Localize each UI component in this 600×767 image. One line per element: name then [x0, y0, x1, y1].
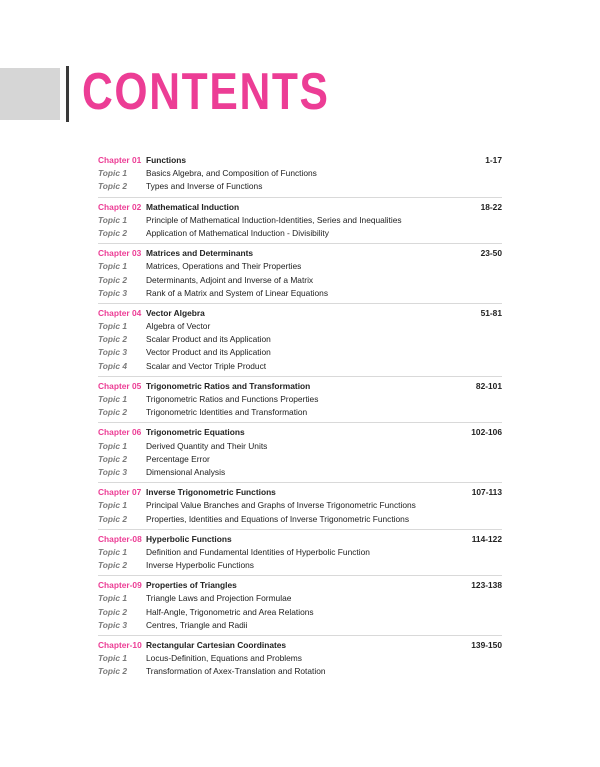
topic-row[interactable]	[98, 227, 502, 240]
topic-label: Topic 2	[98, 606, 128, 617]
topic-title: Percentage Error	[146, 453, 210, 464]
topic-row[interactable]	[98, 559, 502, 572]
topic-row[interactable]	[98, 513, 502, 526]
topic-row[interactable]	[98, 440, 502, 453]
chapter-pages: 18-22	[480, 201, 502, 212]
chapter-label: Chapter 06	[98, 427, 142, 438]
chapter-row[interactable]	[98, 154, 502, 167]
topic-title: Determinants, Adjoint and Inverse of a Matrix	[146, 274, 314, 285]
chapter-section	[98, 486, 502, 530]
topic-title: Half-Angle, Trigonometric and Area Relations	[146, 606, 314, 617]
table-of-contents	[98, 154, 502, 685]
topic-row[interactable]	[98, 406, 502, 419]
chapter-section	[98, 247, 502, 304]
chapter-section	[98, 307, 502, 377]
chapter-row[interactable]	[98, 486, 502, 499]
topic-title: Trigonometric Ratios and Functions Properties	[146, 394, 319, 404]
topic-label: Topic 2	[98, 513, 128, 524]
topic-title: Principle of Mathematical Induction-Identities, Series and Inequalities	[146, 214, 402, 225]
topic-title: Triangle Laws and Projection Formulae	[146, 593, 292, 604]
topic-row[interactable]	[98, 546, 502, 559]
topic-title: Matrices, Operations and Their Properties	[146, 261, 302, 272]
chapter-row[interactable]	[98, 380, 502, 393]
topic-row[interactable]	[98, 360, 502, 373]
topic-label: Topic 2	[98, 666, 128, 677]
chapter-pages: 102-106	[471, 427, 502, 438]
topic-title: Principal Value Branches and Graphs of Inverse Trigonometric Functions	[146, 500, 416, 511]
chapter-label: Chapter 05	[98, 380, 142, 391]
topic-title: Dimensional Analysis	[146, 466, 226, 477]
topic-label: Topic 1	[98, 440, 128, 451]
topic-label: Topic 1	[98, 653, 128, 664]
chapter-pages: 107-113	[471, 487, 502, 498]
chapter-row[interactable]	[98, 639, 502, 652]
topic-title: Inverse Hyperbolic Functions	[146, 560, 254, 571]
chapter-row[interactable]	[98, 579, 502, 592]
topic-row[interactable]	[98, 393, 502, 406]
topic-label: Topic 1	[98, 500, 128, 511]
topic-title: Rank of a Matrix and System of Linear Equations	[146, 287, 329, 298]
topic-title: Locus-Definition, Equations and Problems	[146, 653, 302, 664]
chapter-row[interactable]	[98, 307, 502, 320]
topic-title: Vector Product and its Application	[146, 347, 271, 358]
chapter-row[interactable]	[98, 201, 502, 214]
topic-title: Basics Algebra, and Composition of Functions	[146, 168, 317, 179]
chapter-title: Mathematical Induction	[146, 201, 240, 212]
chapter-row[interactable]	[98, 247, 502, 260]
title-divider-bar	[66, 66, 69, 122]
topic-title: Centres, Triangle and Radii	[146, 619, 248, 630]
chapter-title: Hyperbolic Functions	[146, 533, 232, 544]
topic-label: Topic 2	[98, 334, 128, 345]
topic-row[interactable]	[98, 180, 502, 193]
chapter-pages: 139-150	[471, 640, 502, 650]
topic-label: Topic 1	[98, 168, 128, 179]
chapter-section	[98, 639, 502, 682]
topic-label: Topic 2	[98, 560, 128, 571]
topic-row[interactable]	[98, 167, 502, 180]
chapter-pages: 1-17	[485, 155, 502, 165]
topic-row[interactable]	[98, 260, 502, 273]
chapter-title: Functions	[146, 155, 187, 165]
topic-label: Topic 3	[98, 466, 128, 477]
topic-row[interactable]	[98, 287, 502, 300]
chapter-pages: 82-101	[475, 380, 502, 391]
topic-title: Trigonometric Identities and Transformation	[146, 407, 308, 418]
topic-row[interactable]	[98, 499, 502, 512]
chapter-title: Matrices and Determinants	[146, 248, 254, 259]
topic-label: Topic 2	[98, 453, 128, 464]
topic-label: Topic 4	[98, 360, 128, 371]
chapter-label: Chapter 03	[98, 248, 142, 259]
topic-label: Topic 1	[98, 261, 128, 272]
topic-row[interactable]	[98, 619, 502, 632]
topic-title: Transformation of Axex-Translation and Rotation	[146, 666, 326, 677]
topic-title: Scalar Product and its Application	[146, 334, 271, 345]
chapter-label: Chapter 02	[98, 201, 142, 212]
topic-label: Topic 3	[98, 287, 128, 298]
topic-row[interactable]	[98, 665, 502, 678]
chapter-pages: 23-50	[480, 248, 502, 259]
topic-title: Definition and Fundamental Identities of Hyperbolic Function	[146, 546, 370, 557]
chapter-label: Chapter-08	[98, 533, 142, 544]
header-gray-block	[0, 68, 60, 120]
chapter-label: Chapter 01	[98, 155, 142, 165]
chapter-label: Chapter-10	[98, 640, 142, 650]
page-title: CONTENTS	[82, 63, 330, 121]
topic-title: Derived Quantity and Their Units	[146, 440, 268, 451]
chapter-title: Inverse Trigonometric Functions	[146, 487, 276, 498]
topic-row[interactable]	[98, 652, 502, 665]
chapter-pages: 51-81	[480, 307, 502, 318]
topic-row[interactable]	[98, 453, 502, 466]
chapter-pages: 123-138	[471, 580, 502, 591]
topic-row[interactable]	[98, 214, 502, 227]
chapter-title: Vector Algebra	[146, 307, 205, 318]
topic-title: Properties, Identities and Equations of Inverse Trigonometric Functions	[146, 513, 410, 524]
topic-label: Topic 2	[98, 274, 128, 285]
chapter-label: Chapter 07	[98, 487, 142, 498]
chapter-row[interactable]	[98, 426, 502, 439]
topic-label: Topic 1	[98, 546, 128, 557]
chapter-section	[98, 154, 502, 198]
chapter-section	[98, 426, 502, 483]
topic-row[interactable]	[98, 466, 502, 479]
topic-title: Algebra of Vector	[146, 321, 211, 332]
topic-row[interactable]	[98, 274, 502, 287]
topic-title: Application of Mathematical Induction - Divisibility	[146, 227, 329, 238]
topic-row[interactable]	[98, 320, 502, 333]
topic-row[interactable]	[98, 606, 502, 619]
chapter-label: Chapter-09	[98, 580, 142, 591]
topic-title: Types and Inverse of Functions	[146, 181, 263, 192]
topic-label: Topic 1	[98, 593, 128, 604]
topic-label: Topic 2	[98, 181, 128, 192]
topic-row[interactable]	[98, 346, 502, 359]
chapter-row[interactable]	[98, 533, 502, 546]
topic-label: Topic 1	[98, 394, 128, 404]
chapter-section	[98, 579, 502, 636]
chapter-section	[98, 380, 502, 424]
topic-label: Topic 2	[98, 227, 128, 238]
chapter-title: Trigonometric Ratios and Transformation	[146, 380, 311, 391]
topic-row[interactable]	[98, 333, 502, 346]
chapter-section	[98, 533, 502, 577]
chapter-title: Trigonometric Equations	[146, 427, 245, 438]
topic-label: Topic 1	[98, 321, 128, 332]
topic-row[interactable]	[98, 592, 502, 605]
chapter-title: Properties of Triangles	[146, 580, 237, 591]
topic-title: Scalar and Vector Triple Product	[146, 360, 267, 371]
chapter-section	[98, 201, 502, 245]
topic-label: Topic 3	[98, 619, 128, 630]
topic-label: Topic 2	[98, 407, 128, 418]
chapter-title: Rectangular Cartesian Coordinates	[146, 640, 287, 650]
topic-label: Topic 3	[98, 347, 128, 358]
chapter-label: Chapter 04	[98, 307, 142, 318]
chapter-pages: 114-122	[471, 533, 502, 544]
topic-label: Topic 1	[98, 214, 128, 225]
